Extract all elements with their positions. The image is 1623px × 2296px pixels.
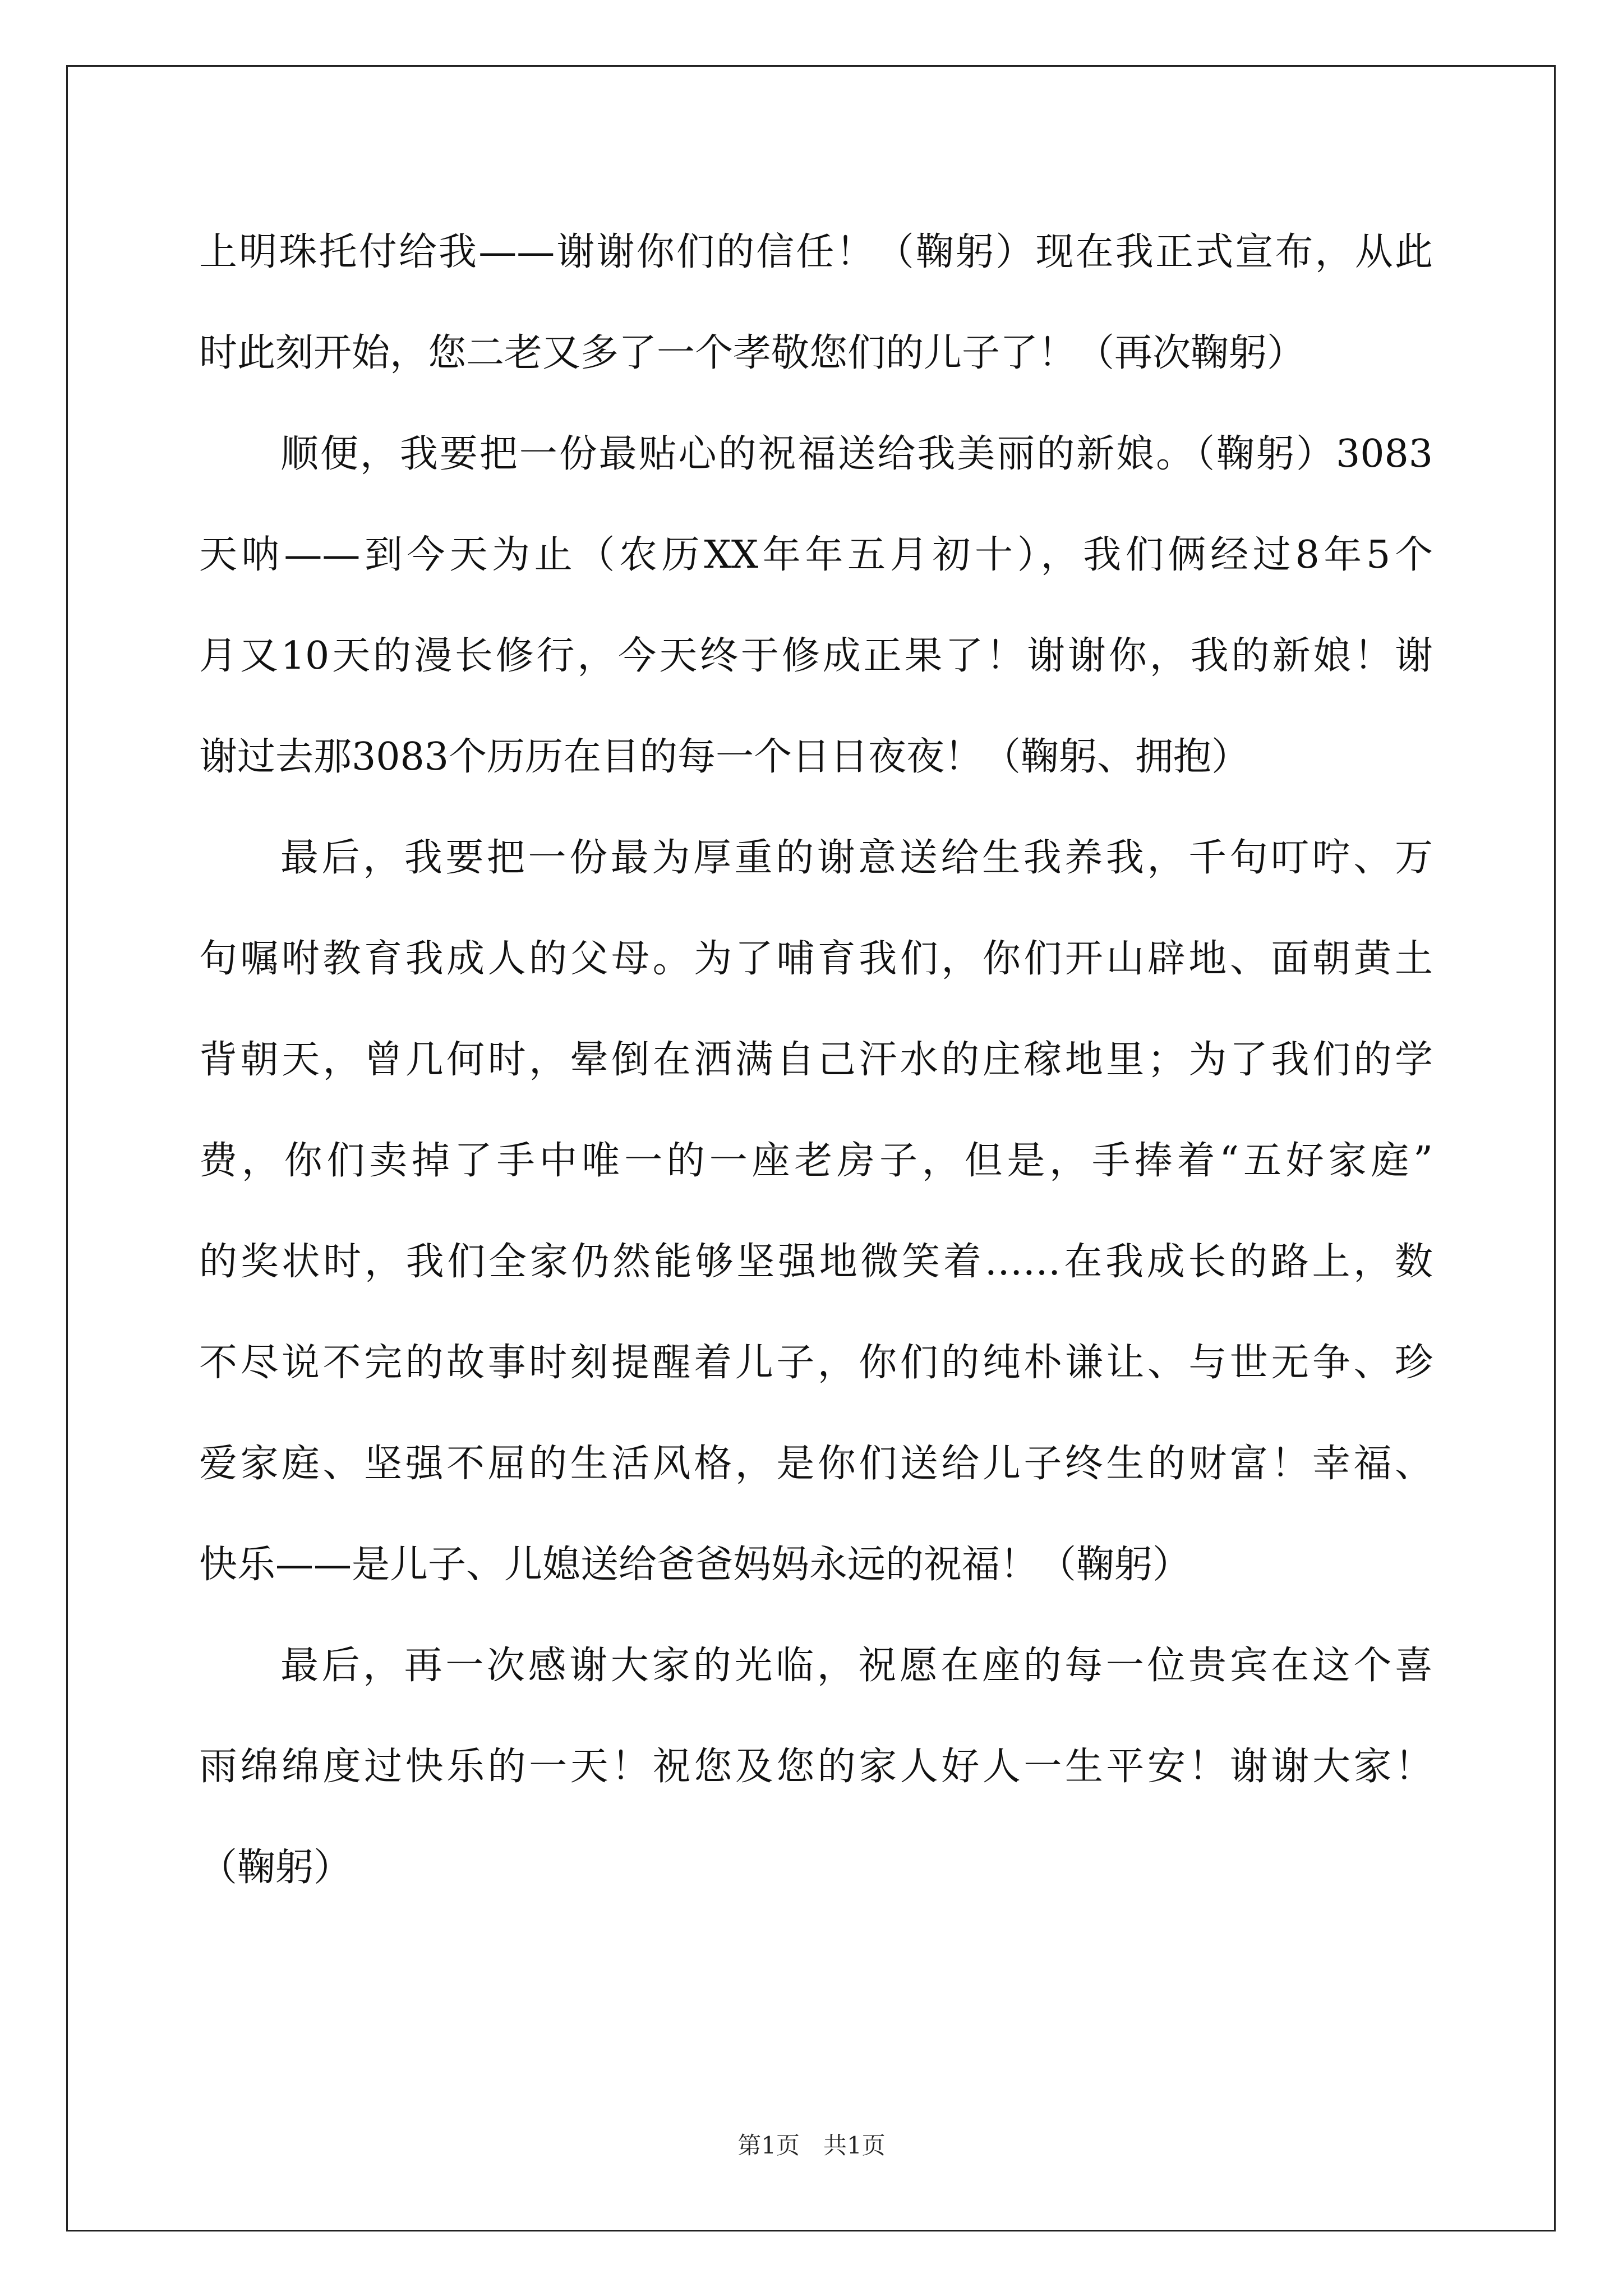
page-footer: 第1页 共1页 [737, 2132, 886, 2159]
text-line-17: （鞠躬） [199, 1846, 352, 1890]
text-line-11: 的奖状时，我们全家仍然能够坚强地微笑着……在我成长的路上，数 [199, 1240, 1433, 1284]
text-line-13: 爱家庭、坚强不屈的生活风格，是你们送给儿子终生的财富！幸福、 [199, 1442, 1433, 1486]
text-line-6: 谢过去那3083个历历在目的每一个日日夜夜！（鞠躬、拥抱） [199, 735, 1250, 779]
text-line-7: 最后，我要把一份最为厚重的谢意送给生我养我，千句叮咛、万 [280, 836, 1433, 880]
text-line-14: 快乐——是儿子、儿媳送给爸爸妈妈永远的祝福！（鞠躬） [199, 1543, 1191, 1587]
text-line-1: 上明珠托付给我——谢谢你们的信任！（鞠躬）现在我正式宣布，从此 [199, 230, 1433, 274]
text-line-10: 费，你们卖掉了手中唯一的一座老房子，但是，手捧着“五好家庭” [199, 1139, 1433, 1183]
text-line-8: 句嘱咐教育我成人的父母。为了哺育我们，你们开山辟地、面朝黄土 [199, 937, 1433, 981]
text-line-12: 不尽说不完的故事时刻提醒着儿子，你们的纯朴谦让、与世无争、珍 [199, 1341, 1433, 1385]
text-line-5: 月又10天的漫长修行，今天终于修成正果了！谢谢你，我的新娘！谢 [199, 634, 1433, 678]
text-line-4: 天呐——到今天为止（农历XX年年五月初十），我们俩经过8年5个 [199, 533, 1433, 577]
text-line-9: 背朝天，曾几何时，晕倒在洒满自己汗水的庄稼地里；为了我们的学 [199, 1038, 1433, 1082]
text-line-3: 顺便，我要把一份最贴心的祝福送给我美丽的新娘。（鞠躬）3083 [280, 432, 1433, 476]
text-line-15: 最后，再一次感谢大家的光临，祝愿在座的每一位贵宾在这个喜 [280, 1644, 1433, 1688]
text-line-16: 雨绵绵度过快乐的一天！祝您及您的家人好人一生平安！谢谢大家！ [199, 1745, 1433, 1789]
text-line-2: 时此刻开始，您二老又多了一个孝敬您们的儿子了！（再次鞠躬） [199, 331, 1306, 375]
